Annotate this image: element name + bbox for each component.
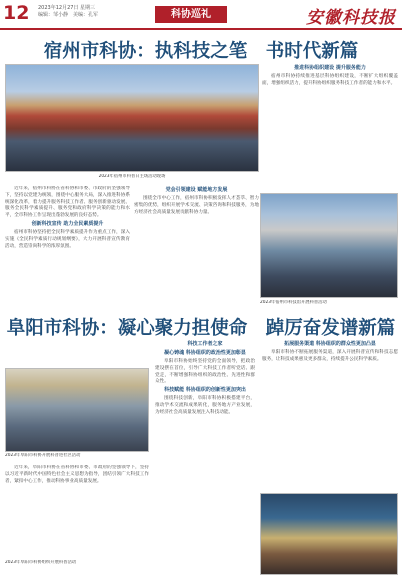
article2-subhead: 凝心铸魂 科协组织的政治性更加彰显	[164, 350, 246, 356]
article2-photo-secondary	[260, 493, 398, 575]
article1-paragraph: 宿州市科协坚持把全民科学素质提升作为重点工作，深入实施《全民科学素质行动规划纲要》，大力开展科普宣传教育活动，营造崇尚科学的浓厚氛围。	[5, 229, 130, 249]
article1-column-1	[5, 186, 130, 310]
article1-photo-main-caption: 2023年宿州市科普日主场活动现场	[98, 174, 166, 179]
article1-paragraph: 围绕全市中心工作，宿州市科协积极发挥人才荟萃、智力密集的优势，组织开展学术交流、决策咨询和科技服务，为地方经济社会高质量发展贡献科协力量。	[134, 196, 259, 215]
article1-headline: 宿州市科协：执科技之笔 书时代新篇	[43, 41, 359, 62]
article2-photo-main-caption: 2023年阜阳市科协开展科普进社区活动	[5, 453, 81, 458]
article1-photo-secondary	[260, 193, 398, 298]
article2-paragraph: 围绕科技创新，阜阳市科协积极搭建平台，推动学术交流和成果转化，服务地方产业发展，为经济社会高质量发展注入科技动能。	[155, 396, 255, 415]
date-line: 2023年12月27日 星期三	[38, 5, 96, 11]
article2-photo-secondary-caption: 2023年阜阳市科协组织开展科普活动	[5, 560, 77, 565]
page-number: 12	[3, 2, 30, 24]
article1-paragraph: 近年来，宿州市科协在省科协和市委、市政府的坚强领导下，坚持以党建为统领，围绕中心服务大局，深入推进科协系统深化改革，着力提升服务科技工作者、服务创新驱动发展、服务全民科学素质提升、服务党和政府科学决策的能力和水平，全市科协工作呈现出蓬勃发展的良好态势。	[5, 186, 130, 219]
article2-column-3	[262, 340, 398, 490]
newspaper-brand-logo: 安徽科技报	[306, 8, 396, 28]
article2-subhead: 拓展服务渠道 科协组织的群众性更加凸显	[284, 341, 376, 347]
masthead-meta	[38, 5, 98, 19]
article1-paragraph: 宿州市科协持续推进基层科协组织建设，不断扩大组织覆盖面，增强组织活力，提升科协组织服务科技工作者的能力和水平。	[262, 74, 398, 86]
article2-column-2	[155, 340, 255, 573]
article2-subhead: 科技赋能 科协组织的创新性更加突出	[164, 387, 246, 394]
article2-kicker: 科技工作者之家	[187, 341, 223, 347]
article2-photo-main	[5, 368, 149, 452]
article2-paragraph: 阜阳市科协始终坚持党的全面领导，把政治建设摆在首位，引导广大科技工作者听党话、跟党走，不断增强科协组织的政治性、先进性和群众性。	[155, 359, 255, 385]
article1-photo-secondary-caption: 2023年宿州市科技馆开展科普活动	[260, 300, 327, 305]
article1-photo-main	[5, 64, 259, 172]
article1-subhead: 党会引领建设 赋能地方发展	[165, 187, 228, 193]
editors-line: 编辑：邹小静 美编：孔军	[38, 12, 99, 18]
article1-subhead: 推进科协组织建设 提升服务能力	[294, 65, 366, 71]
article1-column-2	[134, 186, 259, 310]
article1-subhead: 创新科技宣传 助力全民素质提升	[31, 220, 104, 227]
section-label: 科协巡礼	[155, 6, 227, 23]
masthead	[0, 0, 402, 30]
article2-column-1	[5, 465, 149, 573]
article2-paragraph: 近年来，阜阳市科协在省科协和市委、市政府的坚强领导下，坚持以习近平新时代中国特色社会主义思想为指导，团结引领广大科技工作者，紧扣中心工作，推动科协事业高质量发展。	[5, 465, 149, 484]
article2-headline: 阜阳市科协：凝心聚力担使命 踔厉奋发谱新篇	[6, 318, 396, 339]
article2-paragraph: 阜阳市科协不断拓展服务渠道，深入开展科普宣传和科技志愿服务，让科技成果惠及更多群众，持续提升公民科学素质。	[262, 350, 398, 362]
article1-column-3	[262, 64, 398, 190]
